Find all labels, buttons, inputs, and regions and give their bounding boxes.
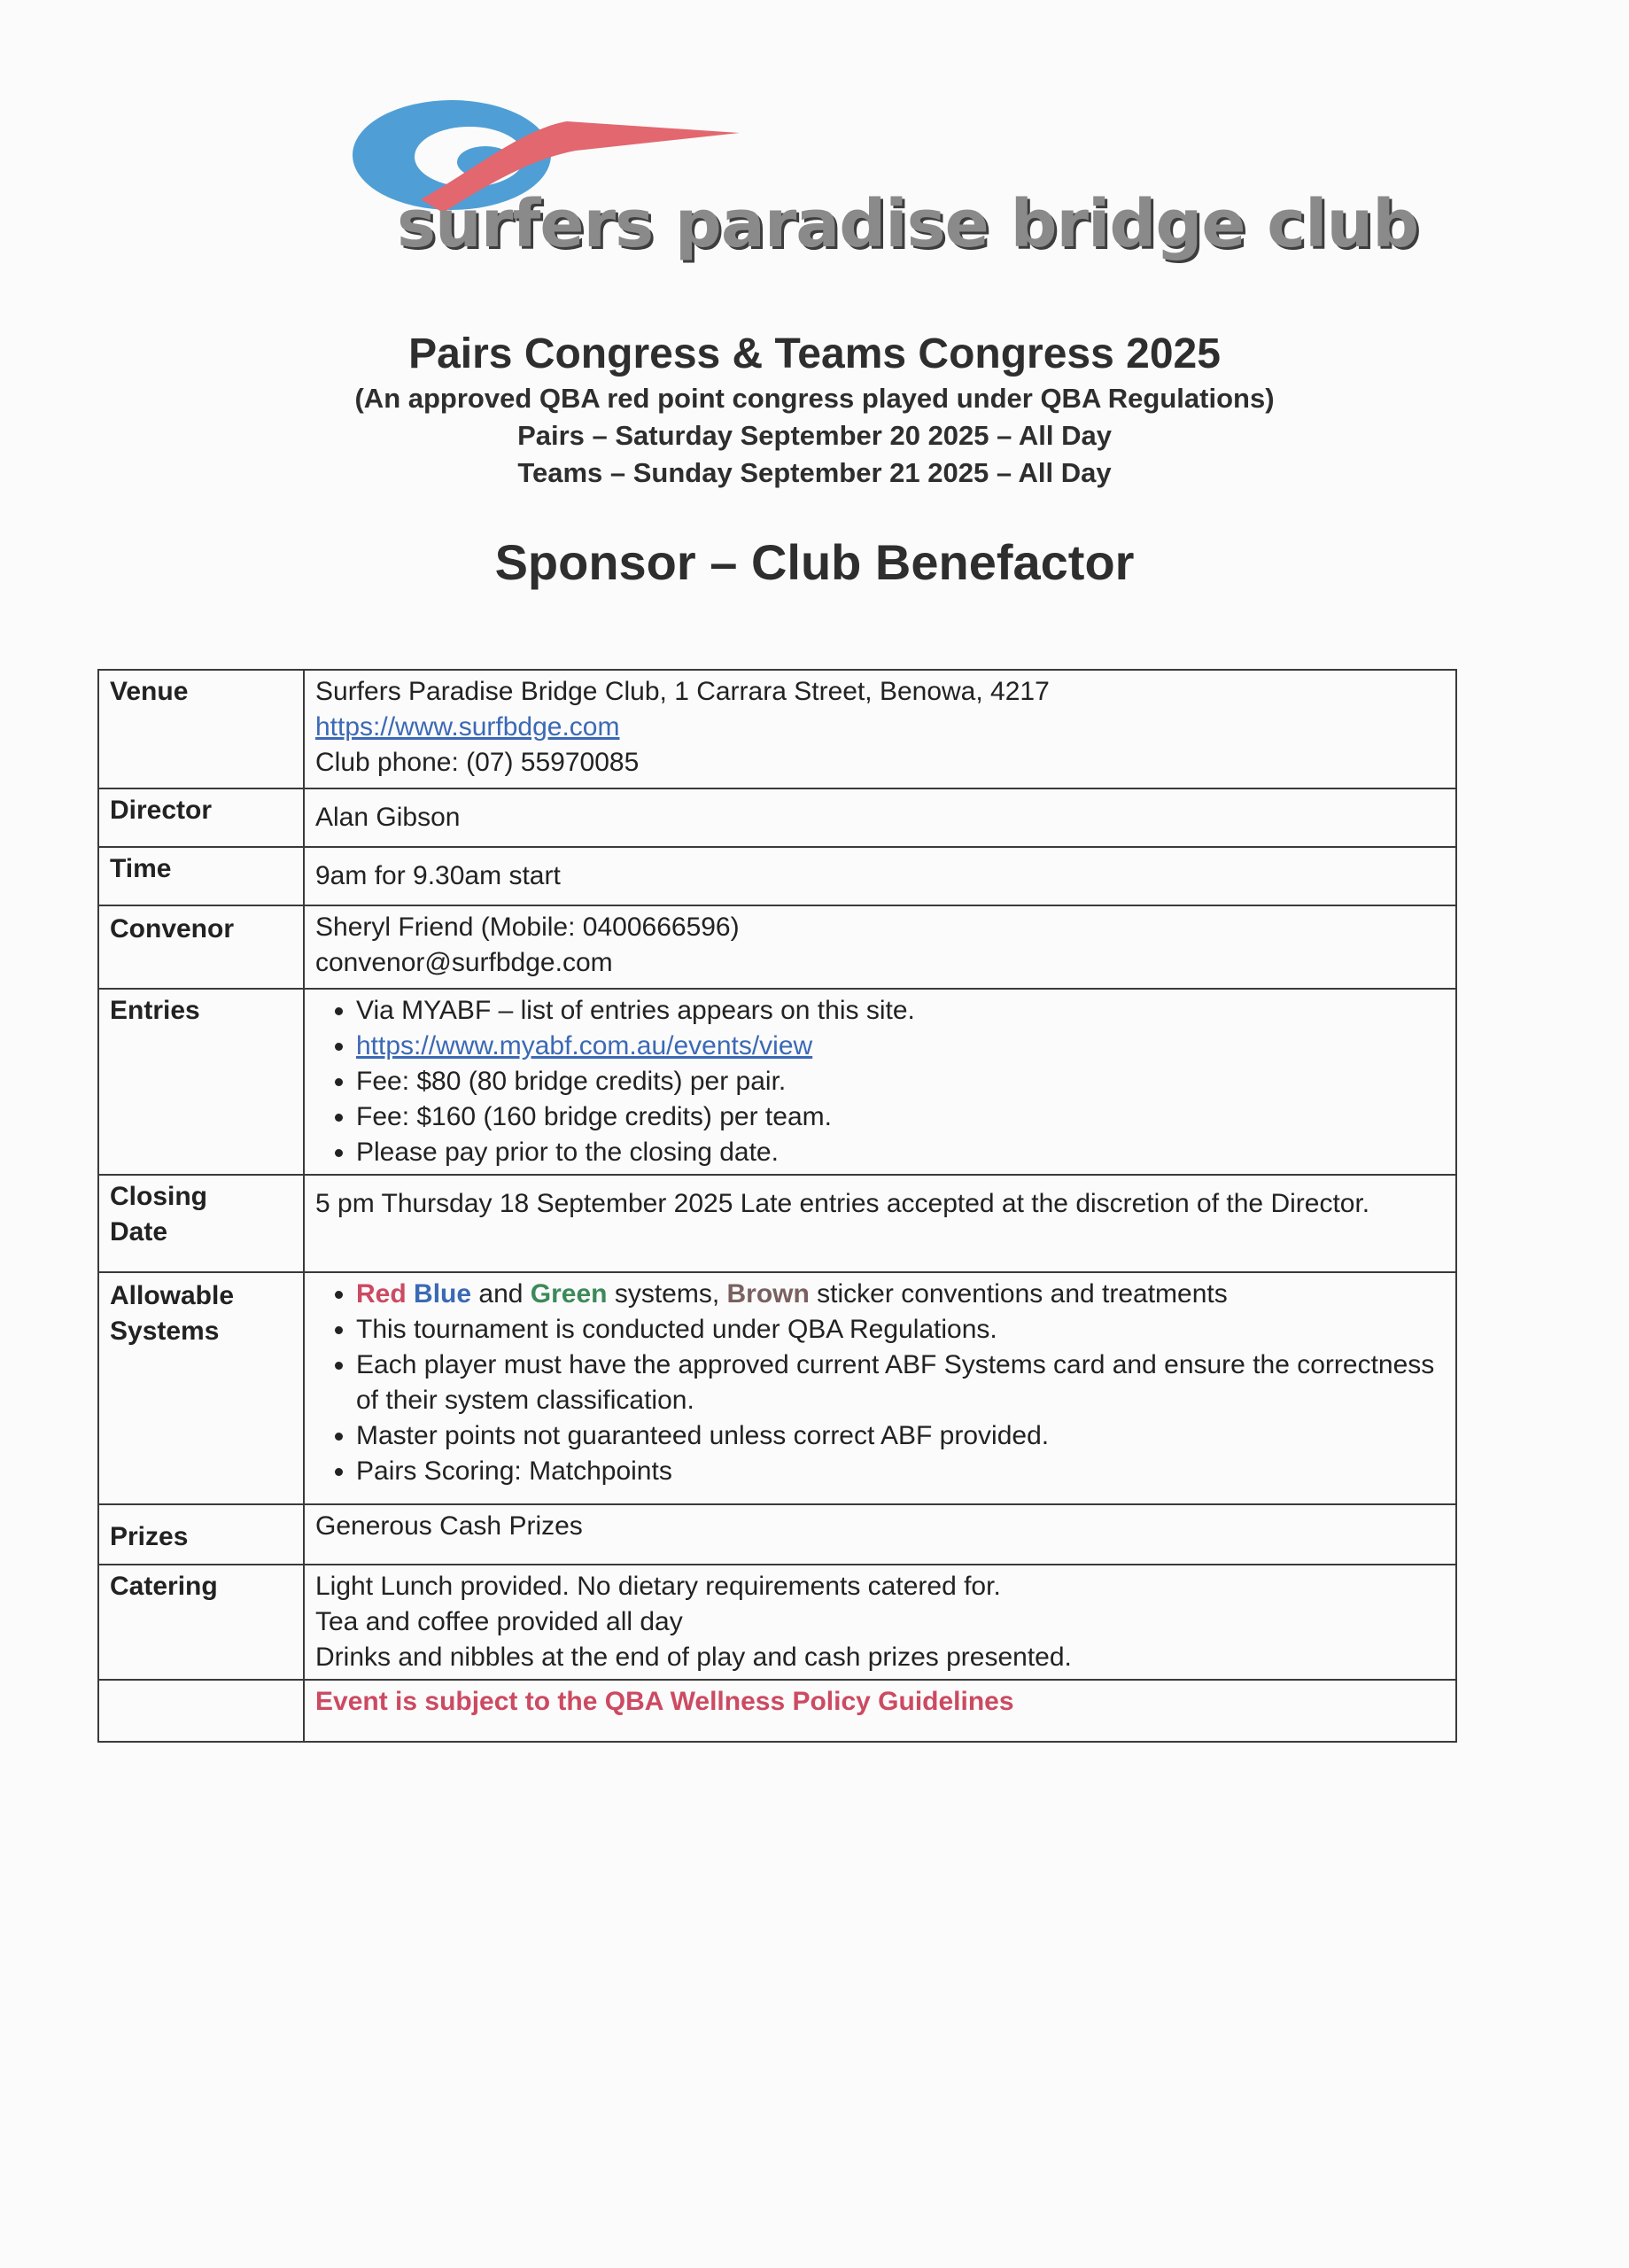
list-item: • Please pay prior to the closing date. [356, 1135, 1445, 1170]
convenor-name: Sheryl Friend (Mobile: 0400666596) [315, 913, 740, 942]
catering-line: Tea and coffee provided all day [315, 1607, 683, 1636]
systems-label [98, 1272, 304, 1504]
systems-text: systems, [607, 1279, 727, 1309]
entries-label: Entries [98, 989, 304, 1175]
club-website-link[interactable]: https://www.surfbdge.com [315, 712, 620, 742]
time-label: Time [98, 847, 304, 905]
list-item: • Pairs Scoring: Matchpoints [356, 1454, 1445, 1489]
green-system: Green [530, 1279, 608, 1309]
club-logo [337, 66, 1419, 279]
table-row [98, 1504, 1456, 1565]
list-item: • This tournament is conducted under QBA Regulations. [356, 1312, 1445, 1348]
venue-label: Venue [98, 670, 304, 788]
list-item [356, 1029, 1445, 1064]
wellness-policy-notice: Event is subject to the QBA Wellness Policy Guidelines [304, 1680, 1456, 1742]
club-phone: Club phone: (07) 55970085 [315, 748, 640, 777]
closing-label [98, 1175, 304, 1272]
list-item: • Master points not guaranteed unless correct ABF provided. [356, 1418, 1445, 1454]
pairs-date: Pairs – Saturday September 20 2025 – All Day [517, 420, 1112, 451]
entries-cell [304, 989, 1456, 1175]
myabf-events-link[interactable]: https://www.myabf.com.au/events/view [356, 1031, 813, 1060]
logo-text: surfers paradise bridge club [397, 186, 1419, 262]
systems-label-line1: Allowable [110, 1281, 235, 1310]
list-item [356, 1277, 1445, 1312]
prizes-value: Generous Cash Prizes [304, 1504, 1456, 1565]
prizes-label: Prizes [98, 1504, 304, 1565]
table-row [98, 670, 1456, 788]
blue-system: Blue [414, 1279, 472, 1309]
closing-date-value: 5 pm Thursday 18 September 2025 Late entries accepted at the discretion of the Director. [304, 1175, 1456, 1272]
page-subtitle: (An approved QBA red point congress played under QBA Regulations) [354, 383, 1275, 414]
time-value: 9am for 9.30am start [304, 847, 1456, 905]
list-item: • Fee: $80 (80 bridge credits) per pair. [356, 1064, 1445, 1099]
sponsor-heading: Sponsor – Club Benefactor [494, 534, 1135, 590]
closing-label-line1: Closing [110, 1182, 207, 1211]
catering-line: Drinks and nibbles at the end of play and cash prizes presented. [315, 1643, 1072, 1672]
list-item: • Each player must have the approved current ABF Systems card and ensure the correctness of their system classification. [356, 1348, 1445, 1418]
closing-label-line2: Date [110, 1217, 168, 1247]
catering-label: Catering [98, 1565, 304, 1680]
director-label: Director [98, 788, 304, 847]
table-row [98, 1272, 1456, 1504]
empty-label [98, 1680, 304, 1742]
table-row [98, 847, 1456, 905]
list-item: • Via MYABF – list of entries appears on this site. [356, 993, 1445, 1029]
page-title: Pairs Congress & Teams Congress 2025 [408, 330, 1221, 377]
convenor-label: Convenor [98, 905, 304, 989]
table-row [98, 788, 1456, 847]
event-info-table [97, 669, 1457, 1743]
systems-cell [304, 1272, 1456, 1504]
table-row [98, 905, 1456, 989]
red-system: Red [356, 1279, 407, 1309]
table-row [98, 1175, 1456, 1272]
and-text: and [471, 1279, 531, 1309]
table-row [98, 1680, 1456, 1742]
table-row [98, 989, 1456, 1175]
director-value: Alan Gibson [304, 788, 1456, 847]
venue-cell [304, 670, 1456, 788]
brown-sticker: Brown [726, 1279, 810, 1309]
catering-cell [304, 1565, 1456, 1680]
sticker-text: sticker conventions and treatments [809, 1279, 1228, 1309]
list-item: • Fee: $160 (160 bridge credits) per team. [356, 1099, 1445, 1135]
systems-label-line2: Systems [110, 1317, 220, 1346]
convenor-cell [304, 905, 1456, 989]
teams-date: Teams – Sunday September 21 2025 – All Day [517, 457, 1112, 488]
convenor-email: convenor@surfbdge.com [315, 948, 613, 977]
catering-line: Light Lunch provided. No dietary requirements catered for. [315, 1572, 1001, 1601]
table-row [98, 1565, 1456, 1680]
venue-address: Surfers Paradise Bridge Club, 1 Carrara Street, Benowa, 4217 [315, 677, 1050, 706]
